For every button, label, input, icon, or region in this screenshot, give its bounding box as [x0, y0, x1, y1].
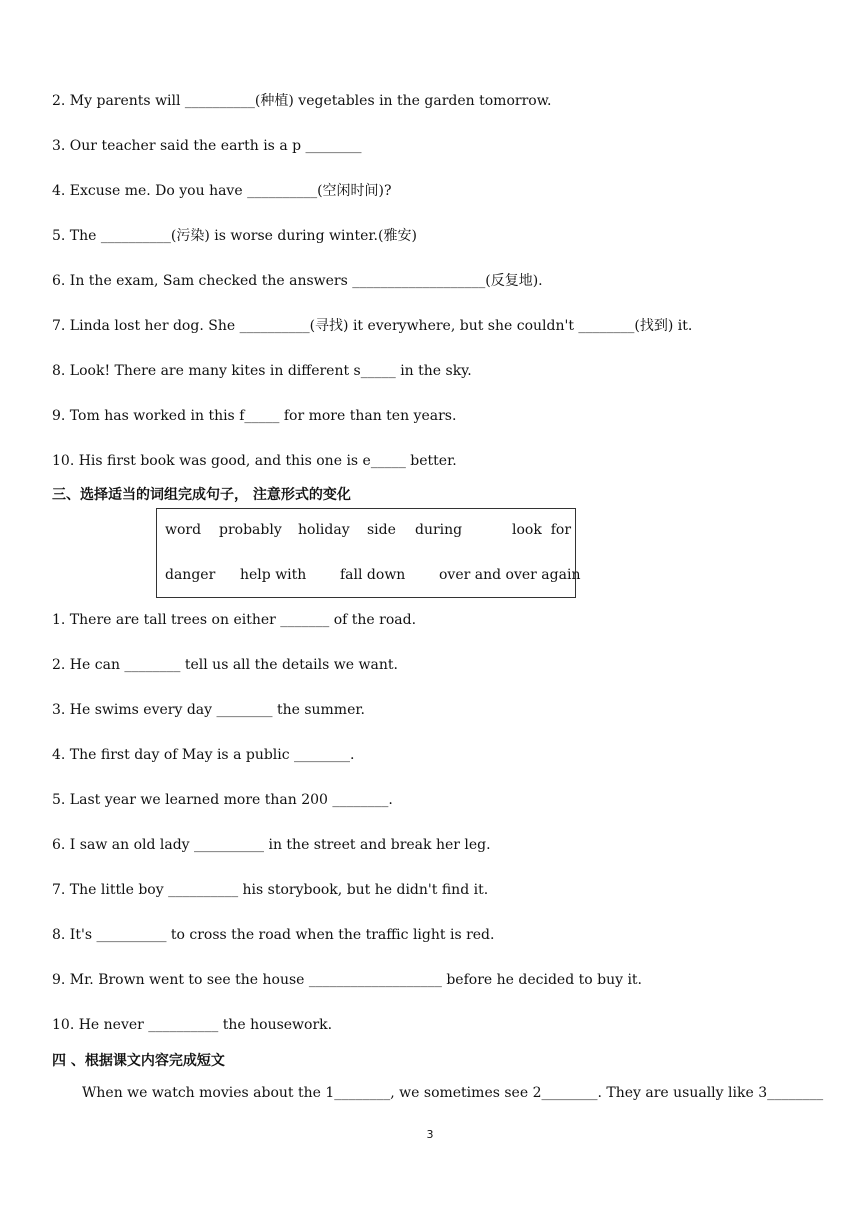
section-heading: 三、选择适当的词组完成句子， 注意形式的变化 — [52, 487, 351, 503]
exercise-line: 10. He never __________ the housework. — [52, 1017, 333, 1033]
word-bank-item: probably — [219, 522, 282, 538]
exercise-line: 9. Tom has worked in this f_____ for more than ten years. — [52, 408, 457, 424]
exercise-line: 8. It's __________ to cross the road when the traffic light is red. — [52, 927, 495, 943]
exercise-line: 2. My parents will __________(种植) vegetables in the garden tomorrow. — [52, 93, 552, 109]
word-bank-item: fall down — [340, 567, 406, 583]
exercise-line: 6. I saw an old lady __________ in the street and break her leg. — [52, 837, 491, 853]
word-bank-item: side — [367, 522, 396, 538]
word-bank-item: look for — [512, 522, 572, 538]
exercise-line: 5. Last year we learned more than 200 ________. — [52, 792, 393, 808]
section-heading: 四 、根据课文内容完成短文 — [52, 1053, 225, 1069]
word-bank — [156, 508, 581, 598]
word-bank-item: help with — [240, 567, 307, 583]
word-bank-item: word — [165, 522, 202, 538]
exercise-line: 10. His first book was good, and this one is e_____ better. — [52, 453, 457, 469]
page-number: 3 — [426, 1128, 434, 1141]
exercise-line: 4. The first day of May is a public ________. — [52, 747, 355, 763]
exercise-line: 4. Excuse me. Do you have __________(空闲时间)? — [52, 183, 392, 199]
exercise-line: 8. Look! There are many kites in different s_____ in the sky. — [52, 363, 472, 379]
exercise-line: 5. The __________(污染) is worse during winter.(雅安) — [52, 228, 417, 244]
exercise-line: 6. In the exam, Sam checked the answers ___________________(反复地). — [52, 273, 543, 289]
exercise-line: 7. Linda lost her dog. She __________(寻找) it everywhere, but she couldn't ________(找到) it. — [52, 318, 693, 334]
word-bank-item: during — [415, 522, 463, 538]
exercise-line: 9. Mr. Brown went to see the house ___________________ before he decided to buy it. — [52, 972, 642, 988]
exercise-line: 3. Our teacher said the earth is a p ________ — [52, 138, 362, 154]
exercise-line: 7. The little boy __________ his storybook, but he didn't find it. — [52, 882, 489, 898]
exercise-line: 1. There are tall trees on either _______ of the road. — [52, 612, 417, 628]
word-bank-item: danger — [165, 567, 216, 583]
word-bank-item: over and over again — [439, 567, 581, 583]
passage-paragraph: When we watch movies about the 1________, we sometimes see 2________. They are usually like 3________ — [82, 1085, 824, 1101]
exercise-line: 3. He swims every day ________ the summer. — [52, 702, 365, 718]
word-bank-item: holiday — [298, 522, 350, 538]
exercise-line: 2. He can ________ tell us all the details we want. — [52, 657, 398, 673]
